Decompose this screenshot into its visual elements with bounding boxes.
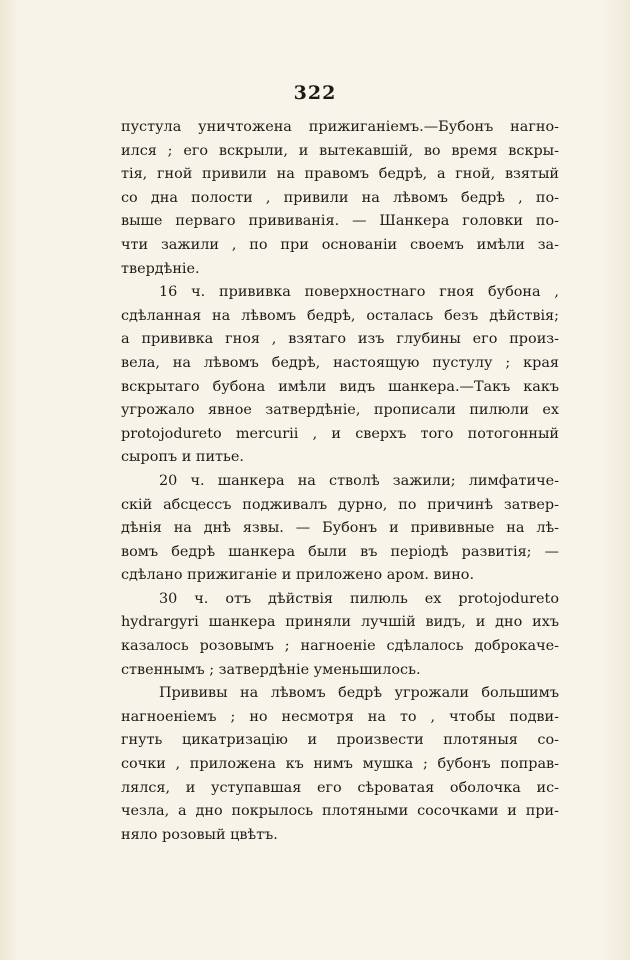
text-line: вела, на лѣвомъ бедрѣ, настоящую пустулу ; края <box>121 354 559 371</box>
text-line: нагноеніемъ ; но несмотря на то , чтобы подви- <box>121 708 559 725</box>
text-line: выше перваго прививанія. — Шанкера головки по- <box>121 213 559 230</box>
text-line: ственнымъ ; затвердѣніе уменьшилось. <box>121 661 421 678</box>
text-line: 30 ч. отъ дѣйствія пилюль ex protojodureto <box>159 590 559 607</box>
text-line: угрожало явное затвердѣніе, прописали пилюли ex <box>121 402 559 419</box>
text-line: твердѣніе. <box>121 260 200 277</box>
text-line: дѣнія на днѣ язвы. — Бубонъ и прививные на лѣ- <box>121 520 559 537</box>
text-line: няло розовый цвѣтъ. <box>121 826 278 843</box>
text-line: лялся, и уступавшая его сѣроватая оболочка ис- <box>121 779 559 796</box>
text-line: чезла, а дно покрылось плотяными сосочками и при- <box>121 803 559 820</box>
body-text <box>121 116 559 847</box>
text-line: protojodureto mercurii , и сверхъ того потогонный <box>121 425 559 442</box>
text-line: сдѣланная на лѣвомъ бедрѣ, осталась безъ дѣйствія; <box>121 307 559 324</box>
text-line: 16 ч. прививка поверхностнаго гноя бубона , <box>159 284 559 301</box>
text-line: сочки , приложена къ нимъ мушка ; бубонъ поправ- <box>121 756 559 773</box>
text-line: со дна полости , привили на лѣвомъ бедрѣ , по- <box>121 189 559 206</box>
text-line: казалось розовымъ ; нагноеніе сдѣлалось доброкаче- <box>121 638 559 655</box>
text-line: вомъ бедрѣ шанкера были въ періодѣ развитія; — <box>121 543 559 560</box>
text-line: пустула уничтожена прижиганіемъ.—Бубонъ нагно- <box>121 119 559 135</box>
text-line: Прививы на лѣвомъ бедрѣ угрожали большимъ <box>159 685 559 702</box>
text-line: ился ; его вскрыли, и вытекавшій, во время вскры- <box>121 142 559 159</box>
text-line: тія, гной привили на правомъ бедрѣ, а гной, взятый <box>121 166 559 183</box>
text-line: hydrargyri шанкера приняли лучшій видъ, и дно ихъ <box>121 614 559 631</box>
text-line: сдѣлано прижиганіе и приложено аром. вино. <box>121 567 475 584</box>
text-line: а прививка гноя , взятаго изъ глубины его произ- <box>121 331 559 348</box>
text-line: вскрытаго бубона имѣли видъ шанкера.—Такъ какъ <box>121 378 559 395</box>
text-line: гнуть цикатризацію и произвести плотяныя со- <box>121 732 559 749</box>
page-number: 322 <box>293 82 337 104</box>
text-line: скій абсцессъ подживалъ дурно, по причинѣ затвер- <box>121 496 559 513</box>
text-line: чти зажили , по при основаніи своемъ имѣли за- <box>121 236 559 253</box>
text-line: сыропъ и питье. <box>121 449 244 466</box>
text-line: 20 ч. шанкера на стволѣ зажили; лимфатиче- <box>159 472 559 489</box>
